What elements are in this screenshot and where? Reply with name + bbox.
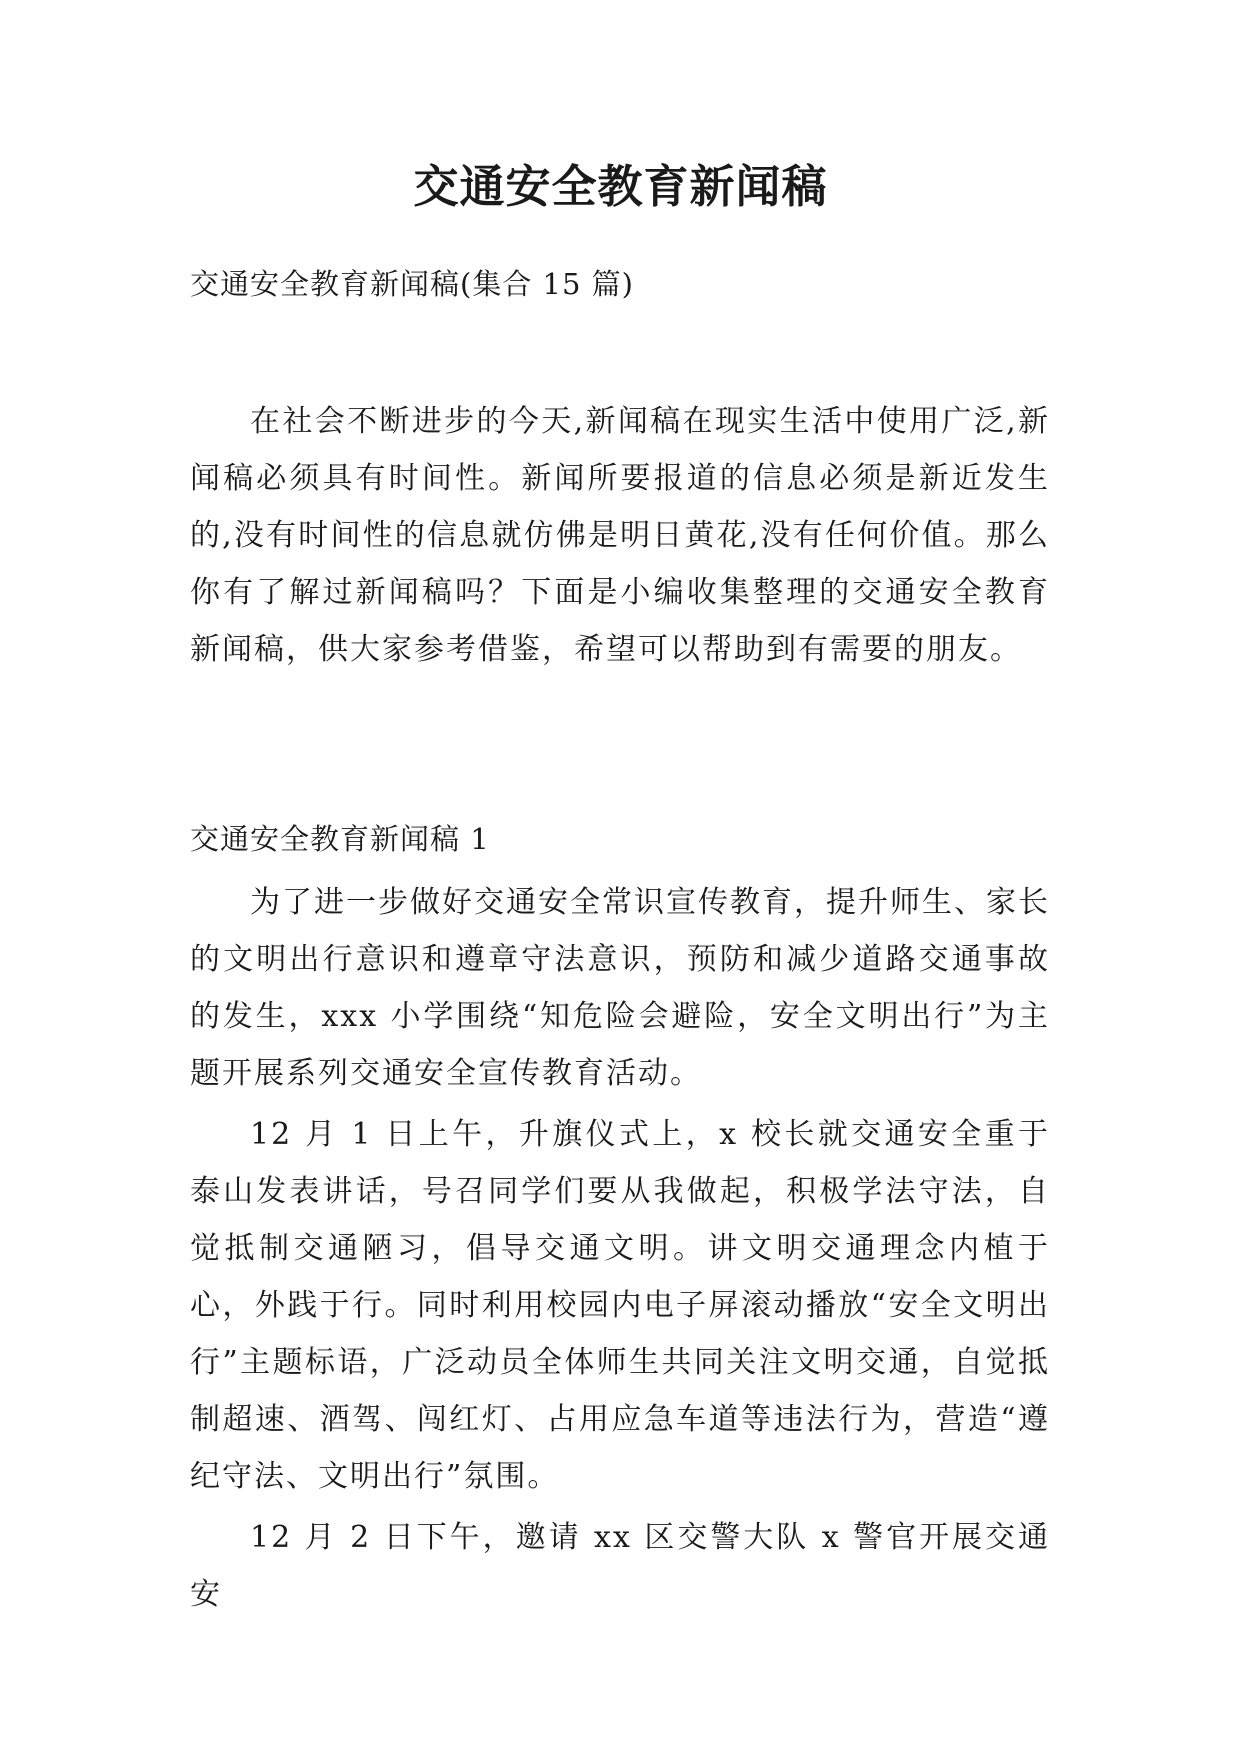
body-paragraph-2: 12 月 1 日上午，升旗仪式上，x 校长就交通安全重于泰山发表讲话，号召同学们要从我做起，积极学法守法，自觉抵制交通陋习，倡导交通文明。讲文明交通理念内植于心，外践于行。同时利用校园内电子屏滚动播放“安全文明出行”主题标语，广泛动员全体师生共同关注文明交通，自觉抵制超速、酒驾、闯红灯、占用应急车道等违法行为，营造“遵纪守法、文明出行”氛围。 [190,1117,1050,1494]
section-heading: 交通安全教育新闻稿 1 [190,822,490,856]
body-paragraph-3: 12 月 2 日下午，邀请 xx 区交警大队 x 警官开展交通安 [190,1520,1050,1612]
body-paragraph-1: 为了进一步做好交通安全常识宣传教育，提升师生、家长的文明出行意识和遵章守法意识，预防和减少道路交通事故的发生，xxx 小学围绕“知危险会避险，安全文明出行”为主题开展系列交通安全宣传教育活动。 [190,885,1050,1091]
intro-paragraph: 在社会不断进步的今天,新闻稿在现实生活中使用广泛,新闻稿必须具有时间性。新闻所要报道的信息必须是新近发生的,没有时间性的信息就仿佛是明日黄花,没有任何价值。那么你有了解过新闻稿吗？下面是小编收集整理的交通安全教育新闻稿，供大家参考借鉴，希望可以帮助到有需要的朋友。 [190,404,1050,667]
document-subtitle: 交通安全教育新闻稿(集合 15 篇) [190,267,634,301]
document-title: 交通安全教育新闻稿 [413,160,828,213]
intro-section [190,393,1050,678]
article-section-1 [190,818,1050,1623]
